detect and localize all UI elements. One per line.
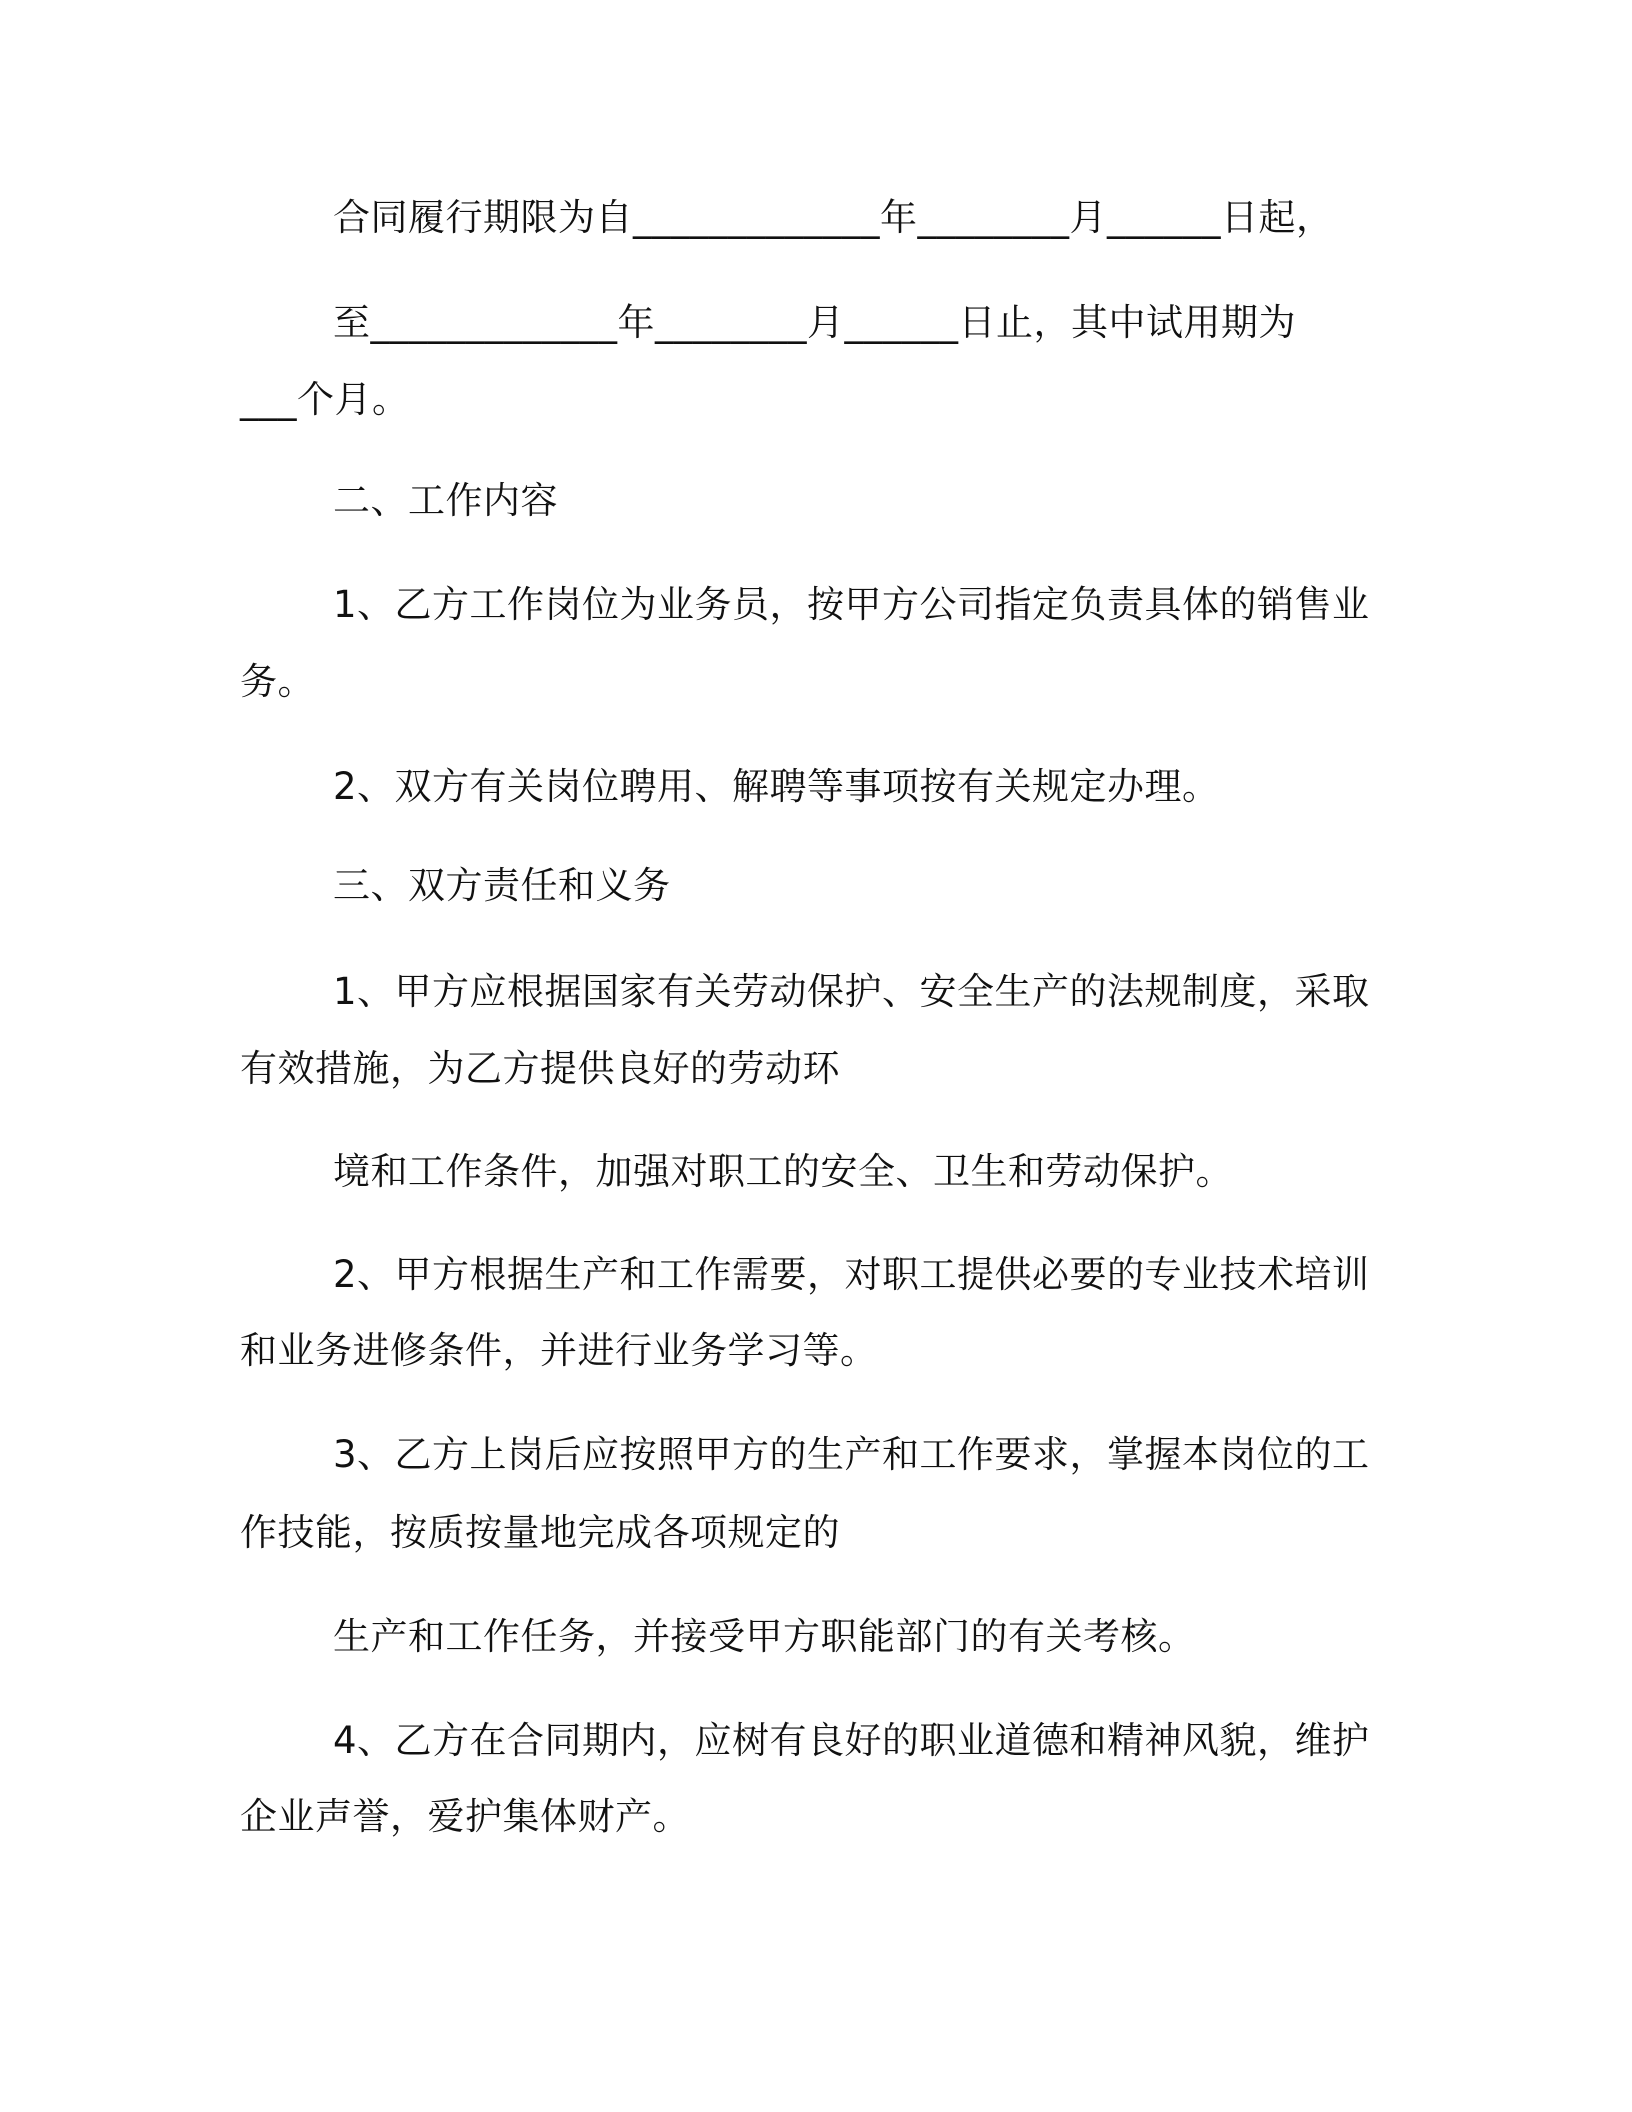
- clause-3-3-line-1: 3、乙方上岗后应按照甲方的生产和工作要求，掌握本岗位的工: [333, 1433, 1370, 1476]
- clause-3-4-line-1: 4、乙方在合同期内，应树有良好的职业道德和精神风貌，维护: [333, 1719, 1370, 1762]
- clause-3-1-line-1: 1、甲方应根据国家有关劳动保护、安全生产的法规制度，采取: [333, 970, 1370, 1013]
- section-heading-work-content: 二、工作内容: [333, 479, 558, 522]
- clause-3-3-line-3: 生产和工作任务，并接受甲方职能部门的有关考核。: [333, 1615, 1196, 1658]
- probation-line: ___个月。: [240, 378, 410, 421]
- clause-3-1-line-2: 有效措施，为乙方提供良好的劳动环: [240, 1047, 840, 1090]
- contract-term-line: 合同履行期限为自_____________年________月______日起，: [333, 196, 1334, 239]
- clause-3-2-line-1: 2、甲方根据生产和工作需要，对职工提供必要的专业技术培训: [333, 1253, 1370, 1296]
- clause-2-1-line-1: 1、乙方工作岗位为业务员，按甲方公司指定负责具体的销售业: [333, 583, 1370, 626]
- contract-term-end-line: 至_____________年________月______日止，其中试用期为: [333, 301, 1296, 344]
- clause-3-1-line-3: 境和工作条件，加强对职工的安全、卫生和劳动保护。: [333, 1150, 1233, 1193]
- clause-3-4-line-2: 企业声誉，爱护集体财产。: [240, 1795, 690, 1838]
- clause-2-2: 2、双方有关岗位聘用、解聘等事项按有关规定办理。: [333, 765, 1220, 808]
- clause-3-3-line-2: 作技能，按质按量地完成各项规定的: [240, 1511, 840, 1554]
- section-heading-responsibilities: 三、双方责任和义务: [333, 864, 671, 907]
- clause-3-2-line-2: 和业务进修条件，并进行业务学习等。: [240, 1329, 878, 1372]
- clause-2-1-line-2: 务。: [240, 660, 315, 703]
